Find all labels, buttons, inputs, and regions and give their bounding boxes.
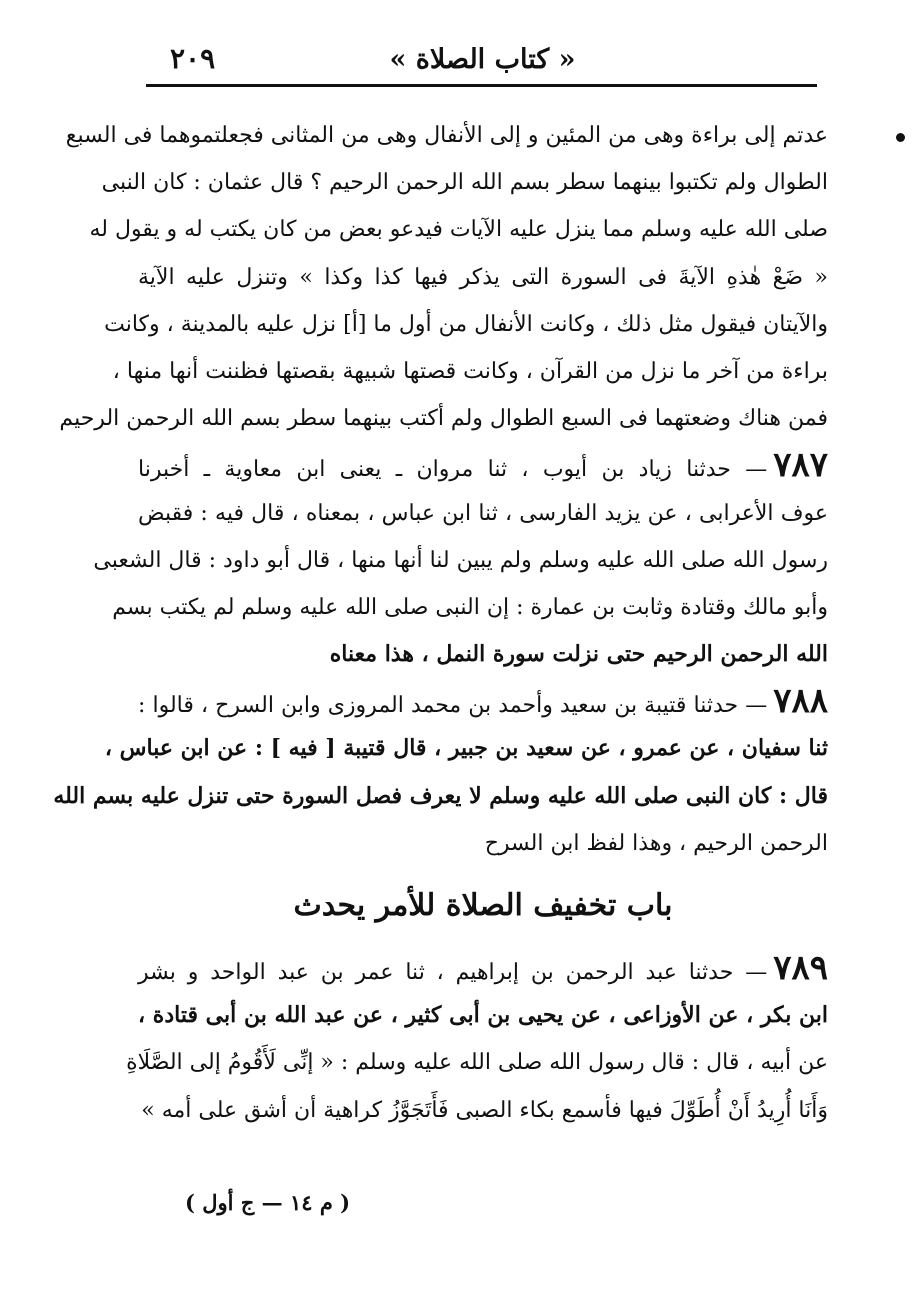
passage-continuation bbox=[59, 112, 829, 442]
header-divider bbox=[146, 84, 817, 87]
hadith-number: ٧٨٨ bbox=[773, 681, 828, 722]
hadith-first-line-text: — حدثنا عبد الرحمن بن إبراهيم ، ثنا عمر بن عبد الواحد و بشر bbox=[138, 960, 768, 985]
text-line: والآيتان فيقول مثل ذلك ، وكانت الأنفال من أول ما [أ] نزل عليه بالمدينة ، وكانت bbox=[104, 311, 828, 337]
hadith-first-line bbox=[138, 442, 828, 489]
text-line: رسول الله صلى الله عليه وسلم ولم يبين لنا أنها منها ، قال أبو داود : قال الشعبى bbox=[93, 547, 828, 573]
text-line: الطوال ولم تكتبوا بينهما سطر بسم الله الرحمن الرحيم ؟ قال عثمان : كان النبى bbox=[101, 170, 828, 196]
text-line: الرحمن الرحيم ، وهذا لفظ ابن السرح bbox=[484, 830, 828, 856]
text-line: قال : كان النبى صلى الله عليه وسلم لا يعرف فصل السورة حتى تنزل عليه بسم الله bbox=[53, 782, 828, 809]
hadith-first-line-text: — حدثنا زياد بن أيوب ، ثنا مروان ـ يعنى ابن معاوية ـ أخبرنا bbox=[138, 457, 768, 483]
text-line: صلى الله عليه وسلم مما ينزل عليه الآيات فيدعو بعض من كان يكتب له و يقول له bbox=[89, 217, 828, 243]
running-title: « كتاب الصلاة » bbox=[389, 44, 576, 75]
body-text bbox=[53, 112, 829, 1134]
text-line: عوف الأعرابى ، عن يزيد الفارسى ، ثنا ابن عباس ، بمعناه ، قال فيه : فقبض bbox=[138, 500, 828, 526]
text-line: وأبو مالك وقتادة وثابت بن عمارة : إن النبى صلى الله عليه وسلم لم يكتب بسم bbox=[112, 594, 828, 620]
text-line: عدتم إلى براءة وهى من المئين و إلى الأنفال وهى من المثانى فجعلتموهما فى السبع bbox=[65, 123, 828, 148]
hadith-number: ٧٨٩ bbox=[773, 948, 828, 988]
hadith-789 bbox=[126, 945, 828, 1134]
text-line: « ضَعْ هٰذهِ الآيةَ فى السورة التى يذكر فيها كذا وكذا » وتنزل عليه الآية bbox=[138, 264, 829, 290]
spacer bbox=[138, 867, 828, 875]
hadith-787 bbox=[93, 442, 828, 678]
text-line: عن أبيه ، قال : قال رسول الله صلى الله عليه وسلم : « إنِّى لَأَقُومُ إلى الصَّلَاةِ bbox=[126, 1050, 828, 1076]
margin-dot-mark bbox=[896, 133, 905, 142]
spacer bbox=[138, 937, 828, 945]
hadith-first-line-text: — حدثنا قتيبة بن سعيد وأحمد بن محمد المروزى وابن السرح ، قالوا : bbox=[138, 693, 768, 719]
hadith-first-line bbox=[138, 945, 828, 992]
hadith-788 bbox=[53, 678, 828, 867]
page-header bbox=[150, 36, 815, 82]
hadith-number: ٧٨٧ bbox=[773, 445, 828, 486]
text-line: براءة من آخر ما نزل من القرآن ، وكانت قصتها شبيهة بقصتها فظننت أنها منها ، bbox=[112, 358, 828, 384]
text-line: الله الرحمن الرحيم حتى نزلت سورة النمل ، هذا معناه bbox=[329, 641, 828, 668]
text-line: ثنا سفيان ، عن عمرو ، عن سعيد بن جبير ، قال قتيبة [ فيه ] : عن ابن عباس ، bbox=[104, 735, 828, 762]
page-number: ٢٠٩ bbox=[170, 42, 216, 75]
text-line: ابن بكر ، عن الأوزاعى ، عن يحيى بن أبى كثير ، عن عبد الله بن أبى قتادة ، bbox=[138, 1002, 828, 1029]
text-line: فمن هناك وضعتهما فى السبع الطوال ولم أكتب بينهما سطر بسم الله الرحمن الرحيم bbox=[59, 406, 828, 432]
chapter-heading: باب تخفيف الصلاة للأمر يحدث bbox=[293, 888, 673, 923]
text-line: وَأَنَا أُرِيدُ أَنْ أُطَوِّلَ فيها فأسمع بكاء الصبى فَأَتَجَوَّزُ كراهية أن أشق على أمه » bbox=[141, 1097, 828, 1123]
signature-mark: ( م ١٤ — ج أول ) bbox=[185, 1190, 351, 1215]
hadith-first-line bbox=[138, 678, 828, 725]
